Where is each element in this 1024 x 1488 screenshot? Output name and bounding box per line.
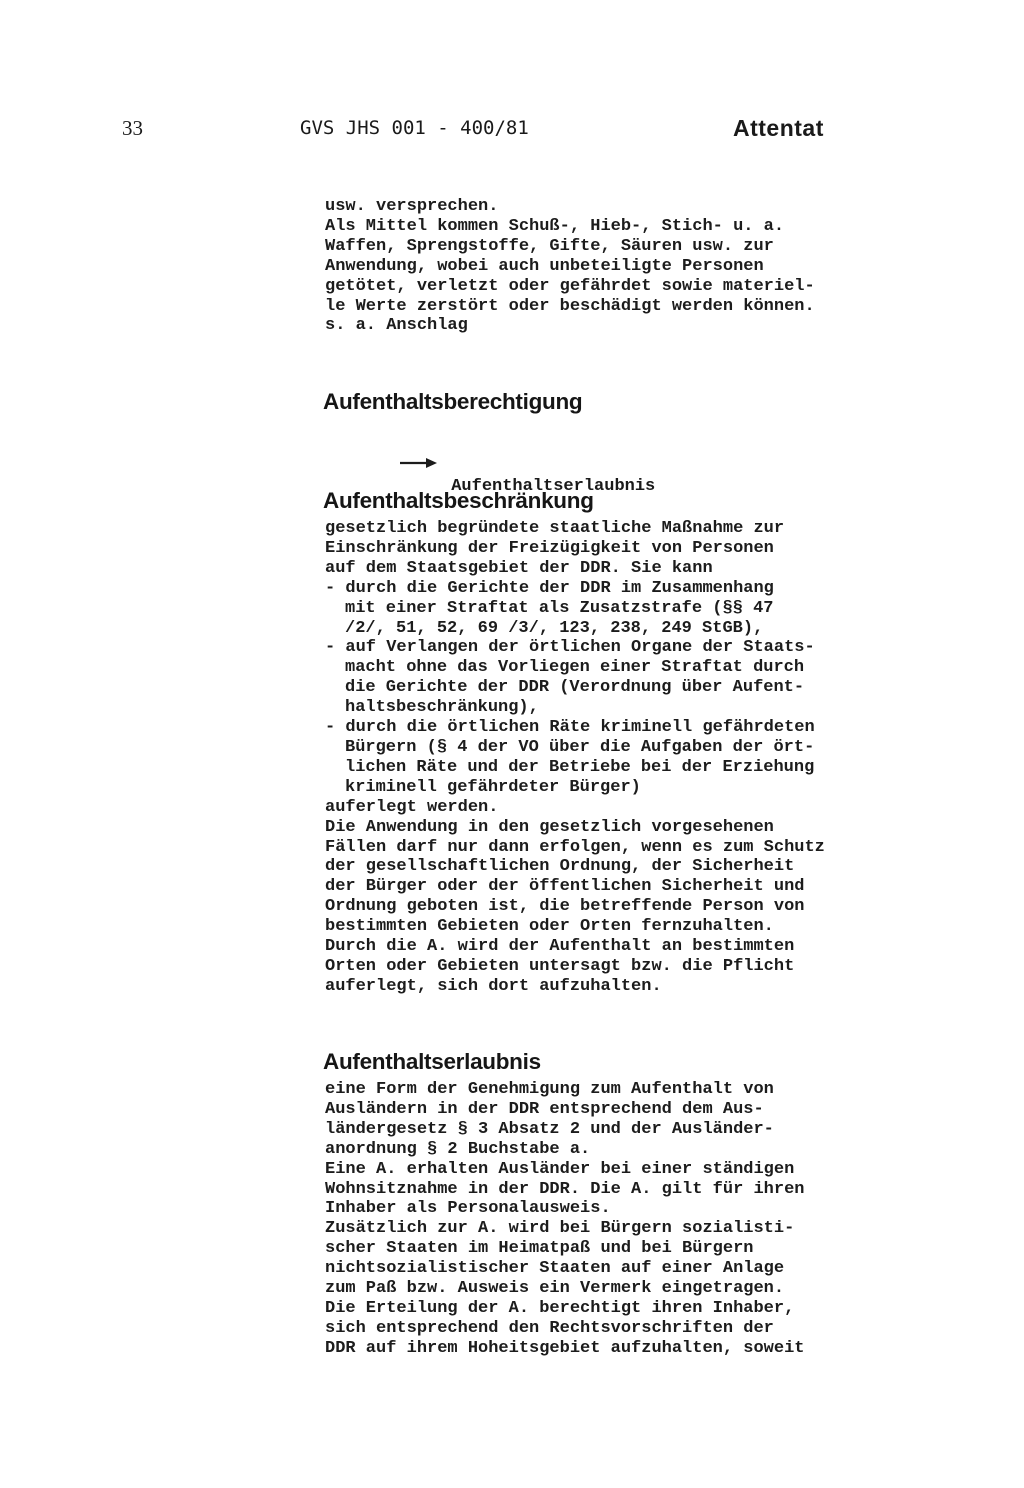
text-line: - durch die örtlichen Räte kriminell gefährdeten (325, 718, 815, 738)
page-number: 33 (122, 116, 143, 140)
text-line: lichen Räte und der Betriebe bei der Erziehung (345, 757, 815, 777)
text-line: zum Paß bzw. Ausweis ein Vermerk eingetragen. (325, 1279, 785, 1299)
text-line: Waffen, Sprengstoffe, Gifte, Säuren usw. zur (325, 236, 774, 256)
text-line: auf dem Staatsgebiet der DDR. Sie kann (325, 558, 713, 578)
text-line: Die Erteilung der A. berechtigt ihren Inhaber, (325, 1298, 795, 1318)
text-line: Eine A. erhalten Ausländer bei einer ständigen (325, 1159, 795, 1179)
entry-body (325, 519, 825, 997)
text-line: Zusätzlich zur A. wird bei Bürgern sozialisti- (325, 1219, 795, 1239)
text-line: le Werte zerstört oder beschädigt werden können. (325, 296, 815, 316)
text-line: macht ohne das Vorliegen einer Straftat durch (345, 658, 805, 678)
text-line: DDR auf ihrem Hoheitsgebiet aufzuhalten, soweit (325, 1338, 805, 1358)
text-line: die Gerichte der DDR (Verordnung über Aufent- (345, 678, 805, 698)
text-line: sich entsprechend den Rechtsvorschriften der (325, 1318, 774, 1338)
entry-heading: Aufenthaltserlaubnis (323, 1049, 541, 1074)
text-line: eine Form der Genehmigung zum Aufenthalt von (325, 1080, 774, 1099)
text-line: anordnung § 2 Buchstabe a. (325, 1139, 591, 1159)
text-line: Einschränkung der Freizügigkeit von Personen (325, 538, 774, 558)
text-line: gesetzlich begründete staatliche Maßnahme zur (325, 519, 785, 538)
text-line: haltsbeschränkung), (345, 698, 539, 718)
text-line: Fällen darf nur dann erfolgen, wenn es zum Schutz (325, 837, 825, 857)
text-line: /2/, 51, 52, 69 /3/, 123, 238, 249 StGB), (345, 618, 764, 638)
text-line: usw. versprechen. (325, 197, 499, 216)
text-line: Inhaber als Personalausweis. (325, 1199, 611, 1219)
text-line: kriminell gefährdeter Bürger) (345, 777, 641, 797)
text-line: bestimmten Gebieten oder Orten fernzuhalten. (325, 917, 774, 937)
text-line: Durch die A. wird der Aufenthalt an bestimmten (325, 937, 795, 957)
cross-reference-target: Aufenthaltserlaubnis (451, 477, 656, 496)
text-line: auferlegt, sich dort aufzuhalten. (325, 976, 662, 996)
text-line: Die Anwendung in den gesetzlich vorgesehenen (325, 817, 774, 837)
entry-heading: Aufenthaltsbeschränkung (323, 488, 594, 513)
entry-heading: Aufenthaltsberechtigung (323, 389, 583, 414)
text-line: Als Mittel kommen Schuß-, Hieb-, Stich- u. a. (325, 216, 785, 236)
text-line: - auf Verlangen der örtlichen Organe der Staats- (325, 638, 815, 658)
text-line: der Bürger oder der öffentlichen Sicherheit und (325, 877, 805, 897)
entry-body (325, 1080, 804, 1359)
text-line: nichtsozialistischer Staaten auf einer Anlage (325, 1259, 785, 1279)
text-line: Ordnung geboten ist, die betreffende Person von (325, 897, 805, 917)
text-line: Ausländern in der DDR entsprechend dem Aus- (325, 1099, 764, 1119)
text-line: mit einer Straftat als Zusatzstrafe (§§ 47 (345, 598, 774, 618)
text-line: Anwendung, wobei auch unbeteiligte Personen (325, 256, 764, 276)
running-head: Attentat (733, 115, 824, 141)
text-line: Wohnsitznahme in der DDR. Die A. gilt für ihren (325, 1179, 805, 1199)
text-line: Bürgern (§ 4 der VO über die Aufgaben der ört- (345, 737, 815, 757)
text-line: s. a. Anschlag (325, 316, 468, 336)
document-reference: GVS JHS 001 - 400/81 (300, 117, 529, 139)
text-line: ländergesetz § 3 Absatz 2 und der Ausländer- (325, 1119, 774, 1139)
text-line: scher Staaten im Heimatpaß und bei Bürgern (325, 1239, 754, 1259)
text-line: - durch die Gerichte der DDR im Zusammenhang (325, 578, 774, 598)
text-line: auferlegt werden. (325, 797, 499, 817)
text-line: getötet, verletzt oder gefährdet sowie materiel- (325, 276, 815, 296)
text-line: der gesellschaftlichen Ordnung, der Sicherheit (325, 857, 795, 877)
text-line: Orten oder Gebieten untersagt bzw. die Pflicht (325, 956, 795, 976)
attentat-continuation (325, 197, 815, 336)
cross-reference (338, 416, 655, 497)
